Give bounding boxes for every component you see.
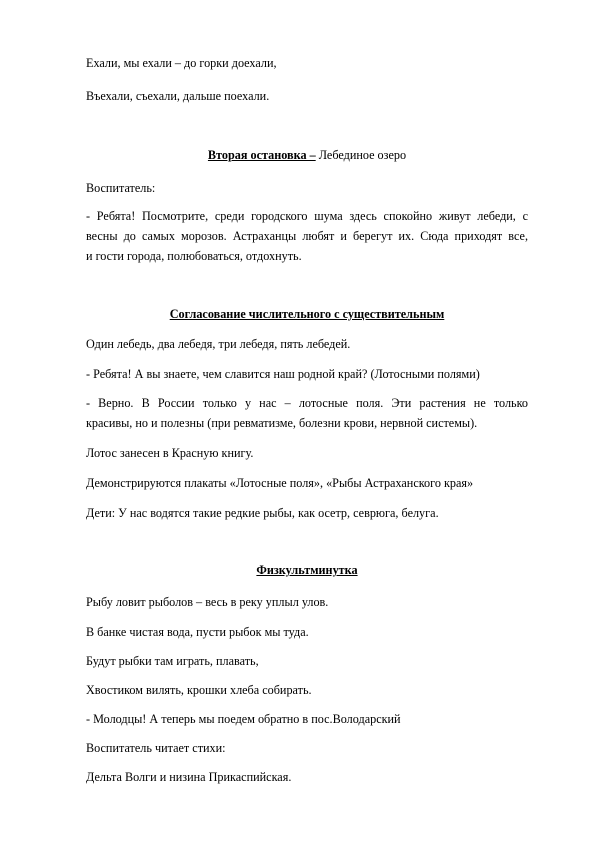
- heading-plain-part: Лебединое озеро: [315, 148, 407, 162]
- poem-line-2: Въехали, съехали, дальше поехали.: [86, 89, 270, 103]
- poem-line: Рыбу ловит рыболов – весь в реку уплыл улов.: [86, 595, 329, 609]
- section-heading-numerals: Согласование числительного с существительным: [169, 307, 445, 321]
- text-line: Демонстрируются плакаты «Лотосные поля», «Рыбы Астраханского края»: [86, 476, 474, 490]
- text-line: Воспитатель читает стихи:: [86, 741, 226, 755]
- text-line: Дельта Волги и низина Прикаспийская.: [86, 770, 292, 784]
- speaker-label: Воспитатель:: [86, 181, 156, 195]
- heading-bold-part: Вторая остановка –: [207, 148, 316, 162]
- paragraph-line: красивы, но и полезны (при ревматизме, болезни крови, нервной системы).: [86, 416, 478, 430]
- paragraph-line: весны до самых морозов. Астраханцы любят и берегут их. Сюда приходят все,: [86, 229, 528, 243]
- paragraph-line: - Ребята! Посмотрите, среди городского шума здесь спокойно живут лебеди, с: [86, 209, 528, 223]
- text-line: Лотос занесен в Красную книгу.: [86, 446, 254, 460]
- poem-line-1: Ехали, мы ехали – до горки доехали,: [86, 56, 277, 70]
- poem-line: Будут рыбки там играть, плавать,: [86, 654, 259, 668]
- text-line: - Ребята! А вы знаете, чем славится наш родной край? (Лотосными полями): [86, 367, 480, 381]
- poem-line: В банке чистая вода, пусти рыбок мы туда.: [86, 625, 309, 639]
- paragraph-line: и гости города, полюбоваться, отдохнуть.: [86, 249, 302, 263]
- text-line: Один лебедь, два лебедя, три лебедя, пять лебедей.: [86, 337, 351, 351]
- section-heading-second-stop: [86, 148, 528, 163]
- text-line: - Молодцы! А теперь мы поедем обратно в пос.Володарский: [86, 712, 401, 726]
- paragraph-line: - Верно. В России только у нас – лотосные поля. Эти растения не только: [86, 396, 528, 410]
- section-heading-physical-break: Физкультминутка: [256, 563, 358, 577]
- poem-line: Хвостиком вилять, крошки хлеба собирать.: [86, 683, 312, 697]
- text-line: Дети: У нас водятся такие редкие рыбы, как осетр, севрюга, белуга.: [86, 506, 439, 520]
